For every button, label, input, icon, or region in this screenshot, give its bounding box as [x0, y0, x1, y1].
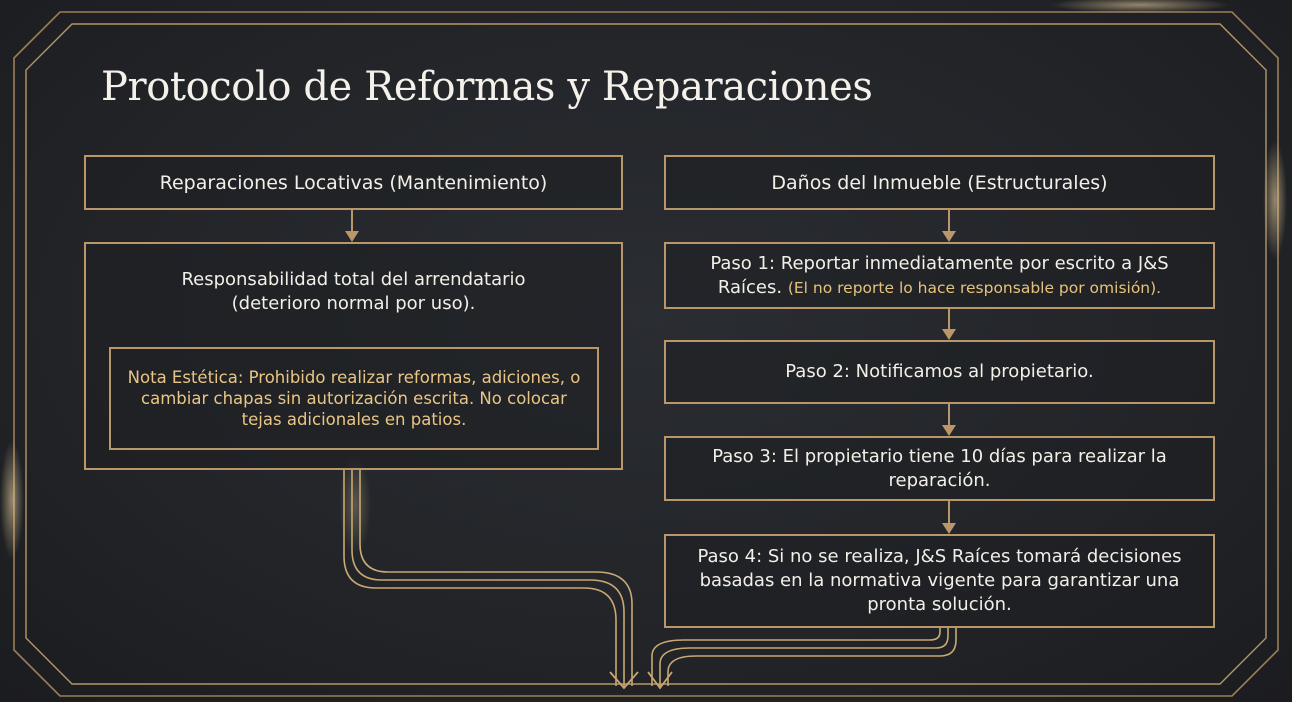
step-1-text: Paso 1: Reportar inmediatamente por escrito a J&S Raíces.	[710, 252, 1169, 298]
page-title: Protocolo de Reformas y Reparaciones	[101, 64, 873, 110]
step-2-text: Paso 2: Notificamos al propietario.	[785, 361, 1094, 382]
right-header-box	[664, 155, 1215, 210]
left-body-box	[84, 242, 623, 470]
step-2-box	[664, 340, 1215, 404]
step-3-box	[664, 436, 1215, 501]
step-1-note: (El no reporte lo hace responsable por omisión).	[787, 278, 1162, 297]
aesthetic-note-text: Nota Estética: Prohibido realizar reformas, adiciones, o cambiar chapas sin autorización escrita. No colocar tejas adicionales en patios.	[127, 368, 581, 429]
right-header-label: Daños del Inmueble (Estructurales)	[771, 171, 1108, 194]
left-header-label: Reparaciones Locativas (Mantenimiento)	[159, 171, 548, 194]
aesthetic-note-box	[109, 347, 599, 450]
step-4-text: Paso 4: Si no se realiza, J&S Raíces tomará decisiones basadas en la normativa vigente para garantizar una pronta solución.	[697, 546, 1182, 615]
left-header-box	[84, 155, 623, 210]
step-1-content	[678, 252, 1201, 300]
step-3-text: Paso 3: El propietario tiene 10 días para realizar la reparación.	[712, 445, 1167, 491]
left-body-text: Responsabilidad total del arrendatario (deterioro normal por uso).	[181, 269, 526, 314]
step-1-box	[664, 242, 1215, 309]
step-4-box	[664, 534, 1215, 628]
